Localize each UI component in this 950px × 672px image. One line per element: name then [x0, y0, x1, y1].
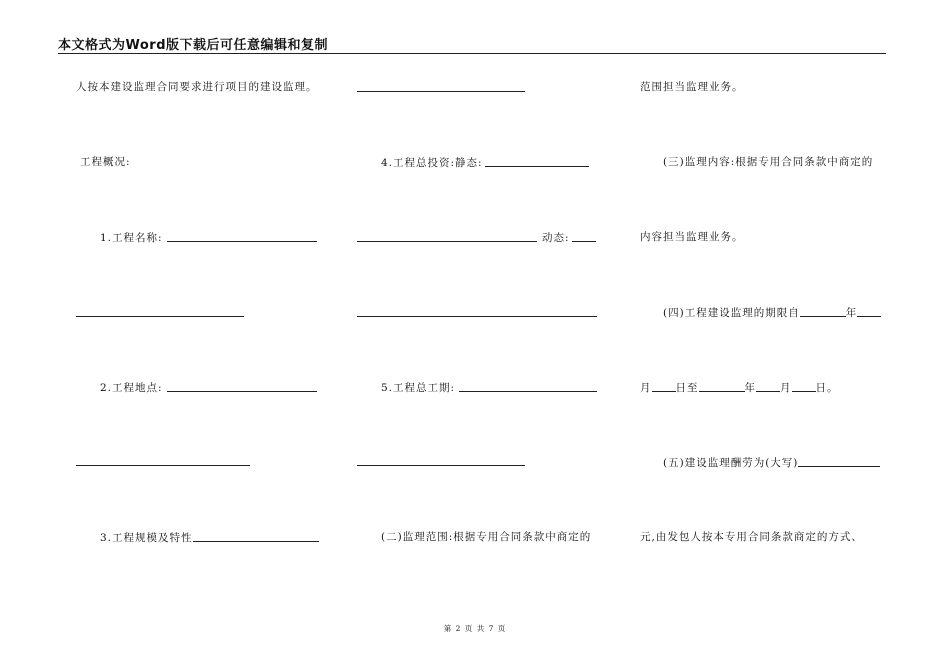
period-year-label: 年 — [845, 307, 858, 319]
col2-dynamic-continuation-blank — [357, 316, 597, 317]
period-start-day-blank — [652, 380, 676, 392]
total-duration-blank — [459, 380, 597, 392]
project-scale-label: 3.工程规模及特性 — [100, 532, 193, 544]
header-divider — [58, 53, 886, 54]
page-number-footer: 第 2 页 共 7 页 — [443, 624, 507, 633]
col3-supervision-period-row — [663, 305, 881, 320]
project-name-label: 1.工程名称: — [100, 232, 163, 244]
period-end-year-label: 年 — [744, 382, 756, 394]
col1-project-location-row — [100, 380, 317, 395]
col3-period-dates-row — [640, 380, 839, 395]
col2-dynamic-investment-row — [357, 230, 596, 245]
period-month-label: 月 — [640, 382, 652, 394]
col3-scope-continuation-line: 范围担当监理业务。 — [640, 81, 744, 93]
period-end-day-blank — [792, 380, 816, 392]
col2-top-blank — [357, 91, 525, 92]
total-investment-static-continuation-blank — [357, 230, 537, 242]
col2-duration-continuation-blank — [357, 465, 525, 466]
period-end-month-blank — [756, 380, 780, 392]
period-start-year-blank — [800, 305, 846, 317]
project-location-label: 2.工程地点: — [100, 382, 163, 394]
col3-supervision-content-line: (三)监理内容:根据专用合同条款中商定的 — [663, 156, 874, 168]
period-end-year-blank — [699, 380, 745, 392]
col3-content-continuation-line: 内容担当监理业务。 — [640, 231, 744, 243]
col1-project-scale-row — [100, 530, 319, 545]
project-name-blank — [167, 230, 317, 242]
col1-intro-line: 人按本建设监理合同要求进行项目的建设监理。 — [76, 81, 318, 93]
document-header-title: 本文格式为Word版下载后可任意编辑和复制 — [58, 38, 329, 53]
col2-supervision-scope-line: (二)监理范围:根据专用合同条款中商定的 — [381, 531, 592, 543]
period-start-label: (四)工程建设监理的期限自 — [663, 307, 800, 319]
supervision-fee-label: (五)建设监理酬劳为(大写) — [663, 457, 799, 469]
project-scale-blank — [193, 530, 319, 542]
total-investment-static-blank — [485, 155, 589, 167]
total-investment-dynamic-blank — [572, 230, 596, 242]
total-investment-static-label: 4.工程总投资:静态: — [381, 157, 483, 169]
col2-total-duration-row — [381, 380, 597, 395]
col3-payment-method-line: 元,由发包人按本专用合同条款商定的方式、 — [640, 531, 863, 543]
col1-project-name-row — [100, 230, 317, 245]
col1-project-overview-heading: 工程概况: — [80, 156, 131, 168]
project-location-blank — [167, 380, 317, 392]
supervision-fee-blank — [798, 455, 880, 467]
period-start-month-blank — [857, 305, 881, 317]
period-to-label: 日至 — [675, 382, 699, 394]
col2-total-investment-row — [381, 155, 589, 170]
total-investment-dynamic-label: 动态: — [542, 232, 570, 244]
col3-supervision-fee-row — [663, 455, 880, 470]
total-duration-label: 5.工程总工期: — [381, 382, 456, 394]
col1-project-location-continuation-blank — [76, 465, 250, 466]
period-end-day-label: 日。 — [815, 382, 839, 394]
period-end-month-label: 月 — [780, 382, 792, 394]
col1-project-name-continuation-blank — [76, 316, 244, 317]
